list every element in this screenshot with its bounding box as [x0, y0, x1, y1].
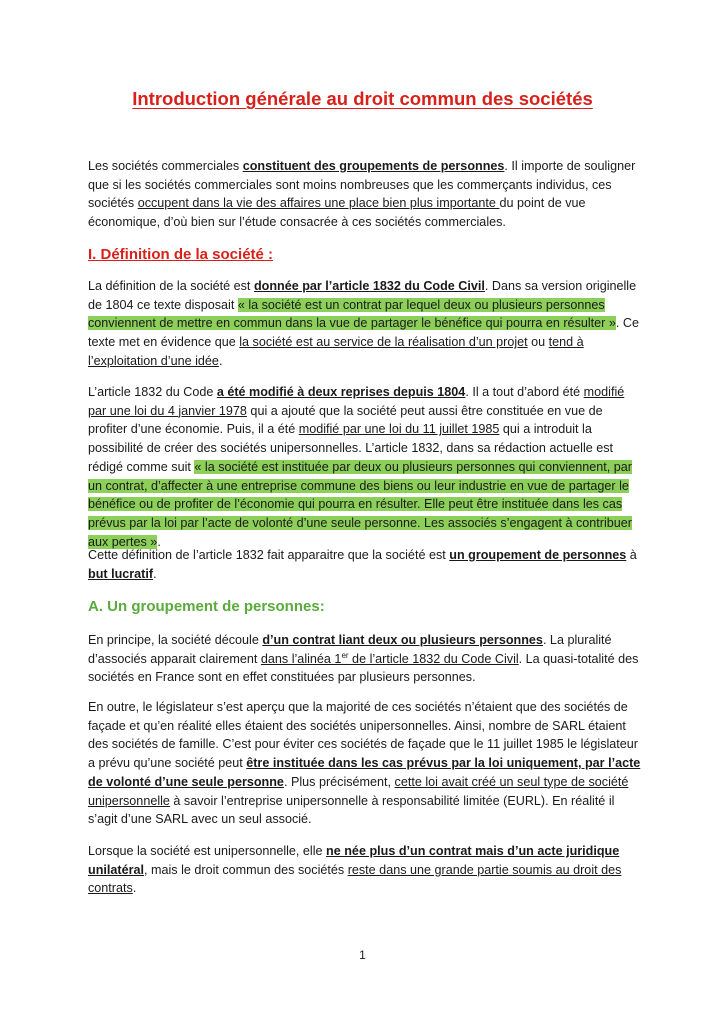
underlined-text: cette loi avait créé un seul type de société unipersonnelle: [88, 774, 629, 808]
underlined-text: [261, 652, 519, 666]
paragraph-definition: [88, 277, 644, 371]
section-a-heading: [88, 598, 644, 617]
emphasis-text: a été modifié à deux reprises depuis 1804: [216, 385, 466, 399]
text: dans l’alinéa 1: [260, 651, 342, 666]
highlighted-quote: « la société est instituée par deux ou plusieurs personnes qui conviennent, par un contrat, d’affecter à une entreprise commune des biens ou leur industrie en vue de partager le bénéfice ou de profiter de l’économie qui pourra en résulter. Elle peut être instituée dans les cas prévus par la loi par l’acte de volonté d’une seule personne. Les associés s’engagent à contribuer aux pertes »: [88, 459, 632, 549]
underlined-text: modifié par une loi du 11 juillet 1985: [298, 422, 500, 437]
underlined-text: tend à l’exploitation d’une idée: [88, 335, 584, 368]
text: . Dans sa version originelle de 1804 ce texte disposait: [88, 279, 637, 312]
text: , mais le droit commun des sociétés: [144, 862, 348, 877]
highlighted-quote: « la société est un contrat par lequel deux ou plusieurs personnes conviennent de mettre en commun dans la vue de partager le bénéfice qui pourra en résulter »: [88, 297, 616, 331]
heading-text: A. Un groupement de personnes:: [88, 598, 325, 615]
underlined-text: reste dans une grande partie soumis au droit des contrats: [88, 862, 622, 896]
paragraph-modifications: [88, 383, 644, 551]
paragraph-conclusion-definition: [88, 546, 644, 583]
underlined-text: la société est au service de la réalisation d’un projet: [239, 335, 528, 350]
text: La définition de la société est: [88, 279, 254, 293]
underlined-text: occupent dans la vie des affaires une place bien plus importante: [137, 196, 500, 211]
paragraph-unipersonal: [88, 842, 644, 898]
text: . Plus précisément,: [283, 774, 395, 789]
text: . Ce texte met en évidence que: [88, 316, 639, 350]
emphasis-text: être instituée dans les cas prévus par la loi uniquement, par l’acte de volonté d’une seule personne: [88, 756, 641, 789]
text: Les sociétés commerciales: [88, 159, 243, 173]
text: . La quasi-totalité des sociétés en France sont en effet constituées par plusieurs personnes.: [88, 651, 639, 685]
text: .: [157, 534, 161, 549]
heading-text: I. Définition de la société :: [88, 246, 274, 263]
paragraph-legislator: [88, 698, 644, 829]
text: Lorsque la société est unipersonnelle, elle: [88, 844, 327, 858]
text: .: [218, 353, 223, 368]
superscript: er: [341, 650, 349, 660]
text: Cette définition de l’article 1832 fait apparaitre que la société est: [88, 548, 450, 562]
text: qui a introduit la possibilité de créer des sociétés unipersonnelles. L’article 1832, dans sa rédaction actuelle est rédigé comme suit: [88, 422, 614, 474]
emphasis-text: donnée par l’article 1832 du Code Civil: [253, 279, 485, 293]
text: ou: [527, 335, 549, 350]
page-title: Introduction générale au droit commun des sociétés: [132, 88, 593, 109]
page-number: 1: [359, 948, 366, 962]
text: . Il importe de souligner que si les sociétés commerciales sont moins nombreuses que les commerçants individus, ces sociétés: [88, 159, 636, 211]
text: .: [153, 566, 157, 581]
emphasis-text: d’un contrat liant deux ou plusieurs personnes: [262, 633, 543, 647]
text: L’article 1832 du Code: [88, 385, 217, 399]
text: qui a ajouté que la société peut aussi être constituée en vue de profiter d’une économie. Puis, il a été: [88, 403, 603, 437]
intro-paragraph: [88, 157, 644, 232]
text: En principe, la société découle: [88, 633, 263, 647]
underlined-text: modifié par une loi du 4 janvier 1978: [88, 385, 625, 418]
text: à savoir l’entreprise unipersonnelle à responsabilité limitée (EURL). En réalité il s’agit d’une SARL avec un seul associé.: [88, 793, 615, 827]
section-1-heading: [88, 246, 644, 265]
text: En outre, le législateur s’est aperçu que la majorité de ces sociétés n’étaient que des sociétés de façade et qu’en réalité elles étaient des sociétés unipersonnelles. Ainsi, nombre de SARL étaient des sociétés de famille. C’est pour éviter ces sociétés de façade que le 11 juillet 1985 le législateur a prévu qu’une société peut: [88, 700, 639, 771]
emphasis-text: un groupement de personnes: [449, 548, 627, 562]
text: . La pluralité d’associés apparait clairement: [88, 633, 612, 666]
emphasis-text: but lucratif: [88, 566, 154, 581]
paragraph-principle: [88, 631, 644, 687]
emphasis-text: ne née plus d’un contrat mais d’un acte juridique unilatéral: [88, 844, 620, 877]
text: à: [626, 548, 637, 562]
emphasis-text: constituent des groupements de personnes: [242, 159, 505, 173]
text: du point de vue économique, d’où bien sur l’étude consacrée à ces sociétés commerciales.: [88, 196, 586, 230]
text: . Il a tout d’abord été: [465, 385, 584, 399]
text: .: [132, 881, 137, 896]
text: de l’article 1832 du Code Civil: [348, 651, 519, 666]
